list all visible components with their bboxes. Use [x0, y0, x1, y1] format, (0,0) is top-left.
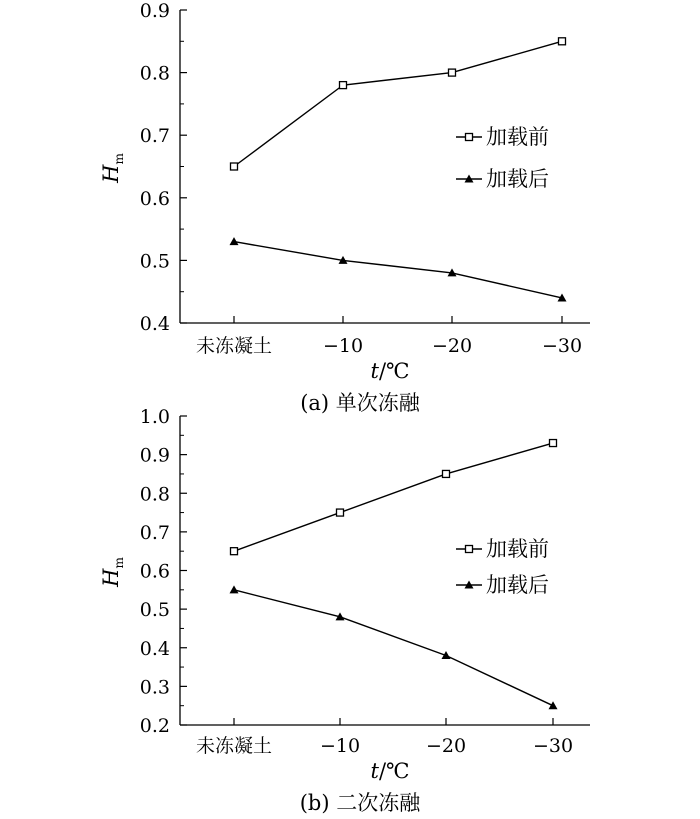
series-line-after-loading: [234, 590, 553, 706]
y-tick-label: 0.9: [139, 0, 170, 22]
y-tick-label: 0.2: [139, 715, 170, 737]
x-tick-label: −20: [431, 335, 473, 357]
x-tick-label: 未冻凝土: [195, 735, 273, 757]
legend-label: 加载前: [486, 537, 549, 561]
data-point-square: [337, 509, 344, 516]
series-line-before-loading: [234, 443, 553, 551]
data-point-square: [231, 548, 238, 555]
data-point-square: [231, 163, 238, 170]
x-axis-label-unit: /℃: [378, 759, 410, 783]
legend-label: 加载后: [486, 573, 549, 597]
y-axis-label-var: H: [99, 568, 123, 587]
x-axis-label: [370, 359, 409, 383]
data-point-square: [559, 38, 566, 45]
x-tick-label: −10: [319, 735, 361, 757]
data-point-square: [340, 82, 347, 89]
y-axis-label-subscript: m: [112, 153, 126, 165]
y-tick-label: 0.9: [139, 444, 170, 467]
chart-panel-a: [99, 0, 590, 415]
x-tick-label: −30: [541, 335, 583, 357]
x-axis-label-var: t: [370, 759, 379, 783]
y-tick-label: 0.5: [139, 250, 170, 273]
y-tick-label: 0.7: [139, 521, 170, 544]
x-tick-label: −10: [322, 335, 364, 357]
y-tick-label: 0.7: [139, 125, 170, 148]
data-point-triangle: [230, 585, 239, 593]
y-tick-label: 0.5: [139, 599, 170, 622]
y-axis-label: [99, 153, 126, 184]
legend-label: 加载前: [486, 125, 549, 149]
y-axis-label-var: H: [99, 164, 123, 183]
x-axis-label: [370, 759, 409, 783]
y-tick-label: 0.6: [139, 187, 170, 210]
y-axis-label-subscript: m: [112, 557, 126, 569]
y-tick-label: 0.4: [139, 637, 170, 660]
data-point-triangle: [230, 237, 239, 245]
series-line-after-loading: [234, 242, 562, 298]
y-tick-label: 0.6: [139, 560, 170, 583]
legend-label: 加载后: [486, 167, 549, 191]
x-axis-label-var: t: [370, 359, 379, 383]
x-tick-label: 未冻凝土: [195, 335, 273, 357]
chart-panel-b: [99, 406, 590, 815]
y-tick-label: 0.4: [139, 313, 170, 335]
y-tick-label: 0.3: [139, 676, 170, 699]
x-tick-label: −30: [532, 735, 574, 757]
data-point-square: [443, 470, 450, 477]
data-point-triangle: [549, 701, 558, 709]
x-axis-label-unit: /℃: [378, 359, 410, 383]
y-tick-label: 1.0: [139, 406, 170, 428]
y-tick-label: 0.8: [139, 483, 170, 506]
x-tick-label: −20: [425, 735, 467, 757]
figure-caption: (a) 单次冻融: [300, 391, 420, 415]
y-tick-label: 0.8: [139, 62, 170, 85]
y-axis-label: [99, 557, 126, 588]
legend-marker-square: [466, 134, 473, 141]
data-point-square: [449, 69, 456, 76]
data-point-square: [550, 440, 557, 447]
legend-marker-square: [466, 546, 473, 553]
figure-caption: (b) 二次冻融: [299, 791, 421, 815]
